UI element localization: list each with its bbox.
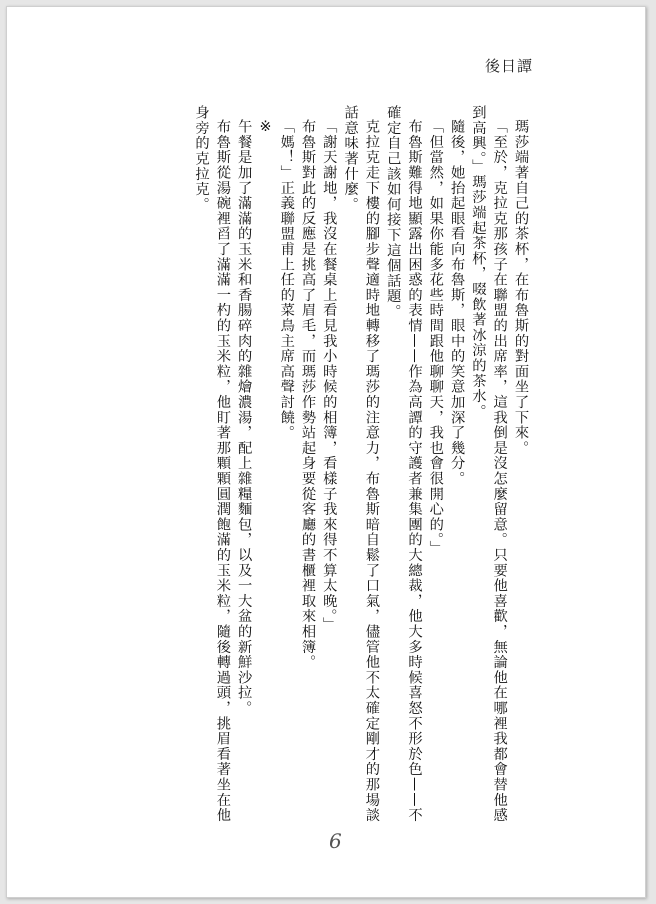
- paragraph: 克拉克走下樓的腳步聲適時地轉移了瑪莎的注意力，布魯斯暗自鬆了口氣，儘管他不太確定剛才的那場談話意味著什麼。: [342, 105, 380, 824]
- paragraph: 午餐是加了滿滿的玉米和香腸碎肉的雜燴濃湯，配上雜糧麵包，以及一大盆的新鮮沙拉。: [236, 119, 253, 716]
- paragraph: 「至於，克拉克那孩子在聯盟的出席率，這我倒是沒怎麼留意。只要他喜歡，無論他在哪裡我都會替他感到高興。」瑪莎端起茶杯，啜飲著冰涼的茶水。: [470, 105, 508, 824]
- paragraph: 布魯斯對此的反應是挑高了眉毛，而瑪莎作勢站起身要從客廳的書櫃裡取來相簿。: [300, 119, 317, 671]
- body-text: [101, 105, 531, 835]
- running-header: 後日譚: [484, 57, 533, 75]
- paragraph: 瑪莎端著自己的茶杯，在布魯斯的對面坐了下來。: [513, 119, 529, 456]
- paragraph: 「媽！」正義聯盟甫上任的菜鳥主席高聲討饒。: [278, 119, 295, 441]
- page-number: 6: [329, 829, 342, 853]
- paragraph: 隨後，她抬起眼看向布魯斯，眼中的笑意加深了幾分。: [449, 119, 466, 487]
- paragraph: 布魯斯從湯碗裡舀了滿滿一杓的玉米粒，他盯著那顆顆圓潤飽滿的玉米粒，隨後轉過頭，挑眉看著坐在他身旁的克拉克。: [193, 105, 231, 824]
- document-page: [6, 6, 646, 898]
- paragraph: 布魯斯難得地顯露出困惑的表情——作為高譚的守護者兼集團的大總裁，他大多時候喜怒不形於色——不確定自己該如何接下這個話題。: [385, 105, 423, 824]
- section-break-mark: ※: [257, 119, 274, 137]
- paragraph: 「謝天謝地，我沒在餐桌上看見我小時候的相簿，看樣子我來得不算太晚。」: [321, 119, 338, 633]
- paragraph: 「但當然，如果你能多花些時間跟他聊聊天，我也會很開心的。」: [427, 119, 444, 556]
